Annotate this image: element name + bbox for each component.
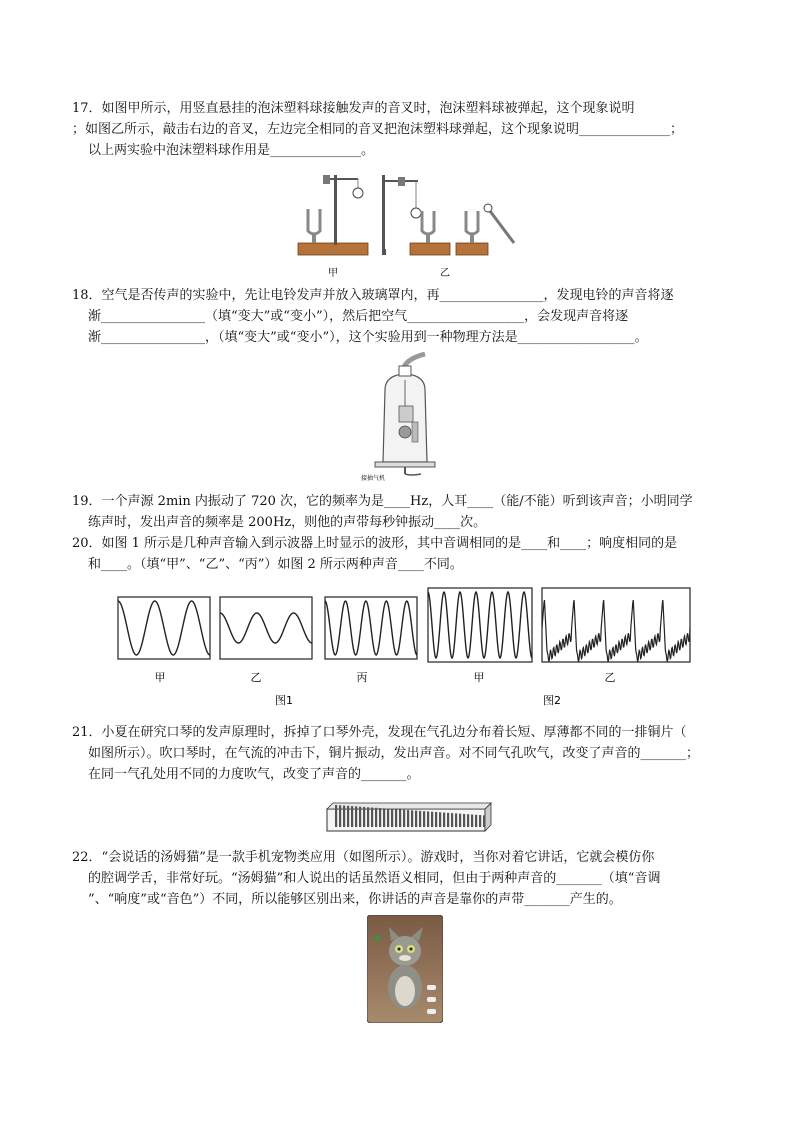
reed [411,810,413,827]
q22-line-3: ”、“响度”或“音色”）不同，所以能够区别出来，你讲话的声音是靠你的声带_______产生的。 [88,892,622,907]
reed [435,812,437,827]
reed [419,811,421,827]
reed [471,815,473,827]
fig1-caption: 图1 [275,694,293,707]
reed [455,813,457,827]
reed [363,807,365,827]
reed [387,809,389,827]
reed [395,809,397,827]
reed [375,808,377,827]
reed [399,809,401,827]
reed [359,807,361,827]
reed [407,810,409,827]
reed [391,809,393,827]
fig1-label-yi: 乙 [250,671,262,684]
reed [479,815,481,827]
talking-tom-phone-image [367,915,443,1023]
reed [355,806,357,827]
reed [467,814,469,827]
q21-line-3: 在同一气孔处用不同的力度吹气，改变了声音的_______。 [88,767,420,782]
reed [367,807,369,827]
reed [439,812,441,827]
bell-jar-figure [355,350,455,485]
reed [443,813,445,827]
reed [431,812,433,827]
fig2-label-jia: 甲 [473,671,485,684]
question-17 [72,98,722,161]
reed [427,811,429,827]
reed [383,808,385,827]
reed [423,811,425,827]
q21-line-2: 如图所示）。吹口琴时，在气流的冲击下，铜片振动，发出声音。对不同气孔吹气，改变了声音的_______； [88,746,700,761]
fig1-label-bing: 丙 [356,671,368,684]
q17-line-1: 17．如图甲所示，用竖直悬挂的泡沫塑料球接触发声的音叉时，泡沫塑料球被弹起，这个现象说明 [72,101,635,116]
question-18 [72,285,722,348]
fig1-label-jia: 甲 [154,671,166,684]
reed [415,811,417,827]
reed [379,808,381,827]
fig2-caption: 图2 [543,694,561,707]
reed [483,815,485,827]
question-19 [72,491,722,533]
reed [447,813,449,827]
question-21 [72,722,722,785]
reed [347,806,349,827]
q20-line-2: 和____。（填“甲”、“乙”、“丙”）如图 2 所示两种声音____不同。 [88,557,463,572]
reed [403,810,405,827]
question-20 [72,533,722,575]
reed [343,806,345,827]
fig-label-b: 乙 [440,268,450,279]
q18-line-2: 渐________________（填“变大”或“变小”），然后把空气__________________，会发现声音将逐 [88,309,629,324]
reed [451,813,453,827]
bell-jar-label: 接抽气机 [361,475,386,482]
q19-line-1: 19．一个声源 2min 内振动了 720 次，它的频率为是____Hz，人耳____（能/不能）听到该声音；小明同学 [72,494,693,509]
question-22 [72,847,722,910]
q19-line-2: 练声时，发出声音的频率是 200Hz，则他的声带每秒钟振动____次。 [88,515,487,530]
fig-label-a: 甲 [328,268,338,279]
harmonica-reed-figure [325,793,495,837]
reed [339,805,341,827]
q18-line-3: 渐________________，（填“变大”或“变小”），这个实验用到一种物理方法是__________________。 [88,330,648,345]
reed [351,806,353,827]
q22-line-2: 的腔调学舌，非常好玩。“汤姆猫”和人说出的话虽然语义相同，但由于两种声音的_______（填“音调 [88,871,661,886]
q17-line-3: 以上两实验中泡沫塑料球作用是______________。 [88,143,375,158]
q22-line-1: 22．“会说话的汤姆猫”是一款手机宠物类应用（如图所示）。游戏时，当你对着它讲话，它就会模仿你 [72,850,655,865]
reed [335,805,337,827]
reed [459,814,461,827]
q20-line-1: 20．如图 1 所示是几种声音输入到示波器上时显示的波形，其中音调相同的是____和____；响度相同的是 [72,536,678,551]
reed [475,815,477,827]
fig2-label-yi: 乙 [604,671,616,684]
reed [371,808,373,827]
reed [463,814,465,827]
waveform-figure [110,580,700,710]
q17-line-2: ；如图乙所示，敲击右边的音叉，左边完全相同的音叉把泡沫塑料球弹起，这个现象说明______________； [72,122,684,137]
q18-line-1: 18．空气是否传声的实验中，先让电铃发声并放入玻璃罩内，再________________，发现电铃的声音将逐 [72,288,674,303]
tuning-fork-figure [290,163,530,283]
q21-line-1: 21．小夏在研究口琴的发声原理时，拆掉了口琴外壳，发现在气孔边分布着长短、厚薄都不同的一排铜片（ [72,725,687,740]
